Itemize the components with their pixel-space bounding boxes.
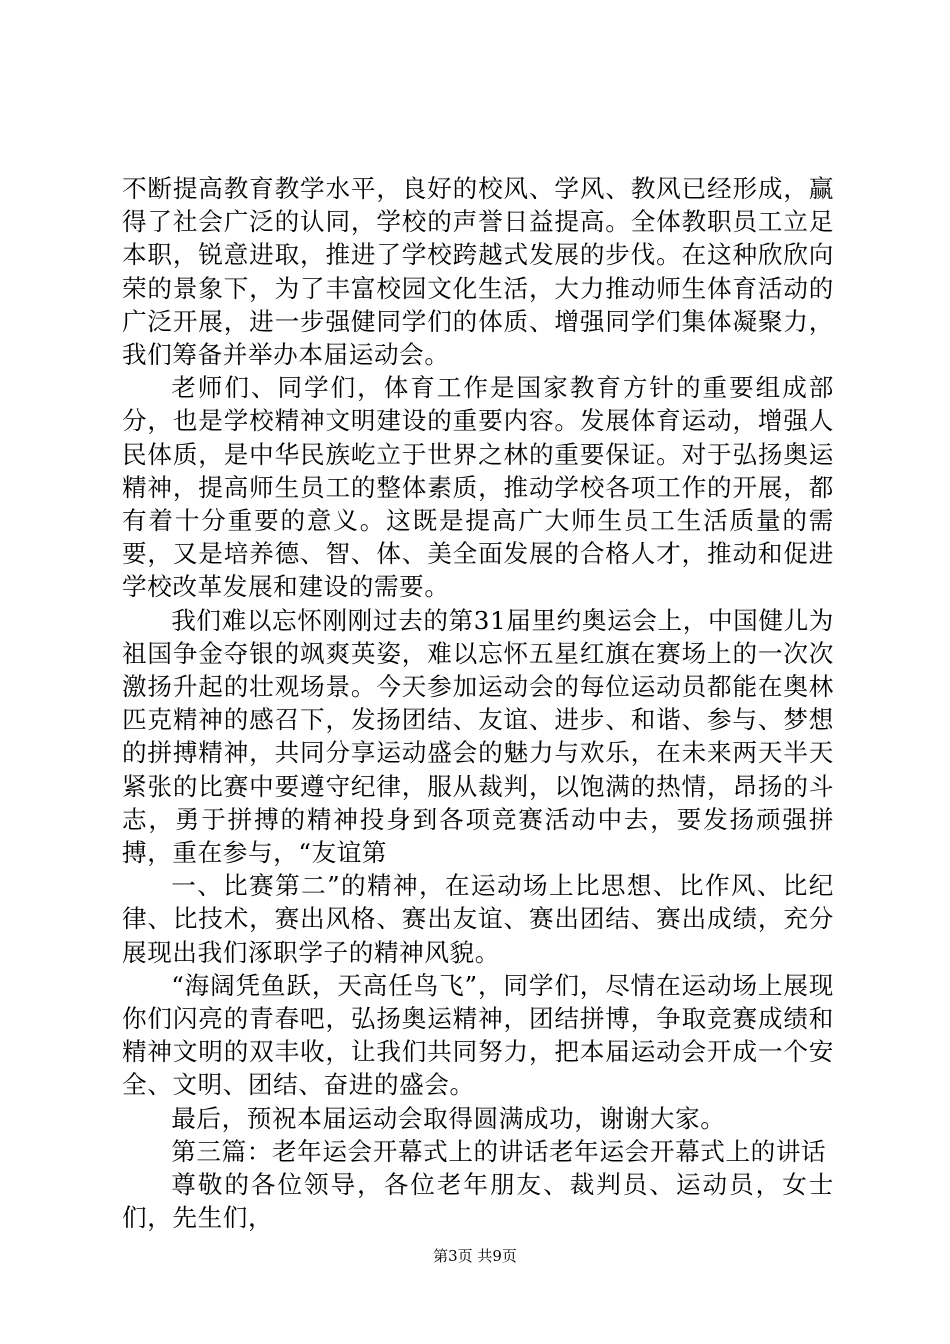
page-number: 第3页 共9页 [433, 1247, 517, 1265]
section-heading: 第三篇：老年运会开幕式上的讲话老年运会开幕式上的讲话 [171, 1136, 827, 1166]
paragraph-2: 老师们、同学们，体育工作是国家教育方针的重要组成部分，也是学校精神文明建设的重要内容。发展体育运动，增强人民体质，是中华民族屹立于世界之林的重要保证。对于弘扬奥运精神，提高师生员工的整体素质，推动学校各项工作的开展，都有着十分重要的意义。这既是提高广大师生员工生活质量的需要，又是培养德、智、体、美全面发展的合格人才，推动和促进学校改革发展和建设的需要。 [122, 373, 834, 602]
paragraph-4: 一、比赛第二”的精神，在运动场上比思想、比作风、比纪律、比技术，赛出风格、赛出友谊、赛出团结、赛出成绩，充分展现出我们涿职学子的精神风貌。 [122, 871, 834, 967]
page-footer [0, 1246, 950, 1266]
paragraph-5: “海阔凭鱼跃，天高任鸟飞”，同学们，尽情在运动场上展现你们闪亮的青春吧，弘扬奥运精神，团结拼博，争取竞赛成绩和精神文明的双丰收，让我们共同努力，把本届运动会开成一个安全、文明、团结、奋进的盛会。 [122, 970, 834, 1100]
paragraph-3: 我们难以忘怀刚刚过去的第31届里约奥运会上，中国健儿为祖国争金夺银的飒爽英姿，难以忘怀五星红旗在赛场上的一次次激扬升起的壮观场景。今天参加运动会的每位运动员都能在奥林匹克精神的感召下，发扬团结、友谊、进步、和谐、参与、梦想的拼搏精神，共同分享运动盛会的魅力与欢乐，在未来两天半天紧张的比赛中要遵守纪律，服从裁判，以饱满的热情，昂扬的斗志，勇于拼搏的精神投身到各项竞赛活动中去，要发扬顽强拼搏，重在参与，“友谊第 [122, 605, 834, 868]
body-text [122, 172, 834, 1235]
salutation: 尊敬的各位领导，各位老年朋友、裁判员、运动员，女士们，先生们， [122, 1170, 834, 1233]
paragraph-1: 不断提高教育教学水平，良好的校风、学风、教风已经形成，赢得了社会广泛的认同，学校的声誉日益提高。全体教职员工立足本职，锐意进取，推进了学校跨越式发展的步伐。在这种欣欣向荣的景象下，为了丰富校园文化生活，大力推动师生体育活动的广泛开展，进一步强健同学们的体质、增强同学们集体凝聚力，我们筹备并举办本届运动会。 [122, 174, 834, 370]
paragraph-6: 最后，预祝本届运动会取得圆满成功，谢谢大家。 [171, 1103, 726, 1133]
